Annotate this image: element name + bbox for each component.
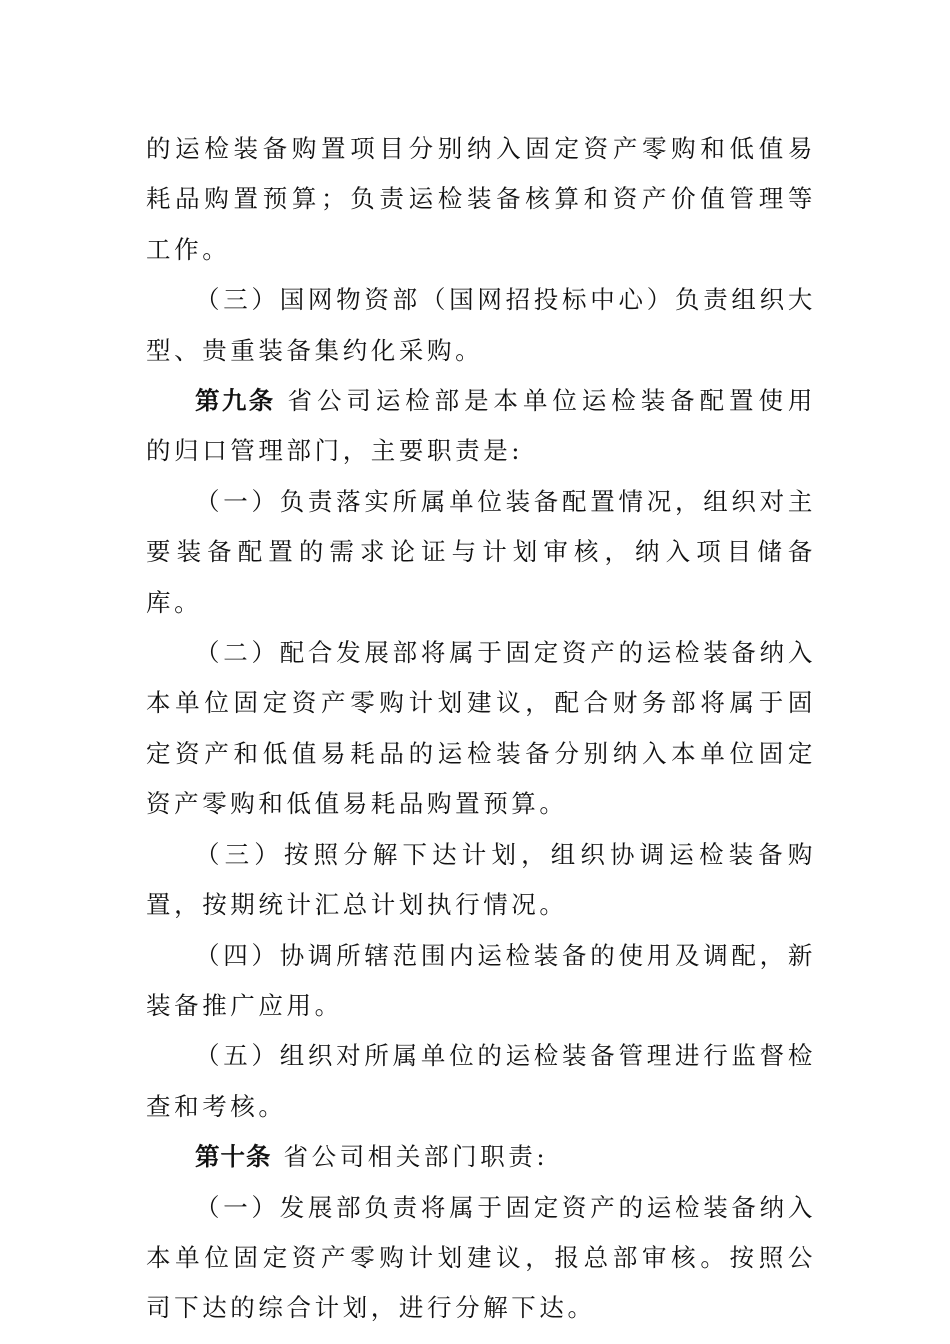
paragraph-text: （三）国网物资部（国网招投标中心）负责组织大型、贵重装备集约化采购。 — [146, 285, 816, 365]
paragraph-text: 的运检装备购置项目分别纳入固定资产零购和低值易耗品购置预算；负责运检装备核算和资产价值管理等工作。 — [146, 134, 816, 264]
paragraph-text: 省公司相关部门职责: — [283, 1142, 549, 1172]
article-heading: 第九条 — [195, 386, 276, 416]
paragraph-text: （二）配合发展部将属于固定资产的运检装备纳入本单位固定资产零购计划建议，配合财务部将属于固定资产和低值易耗品的运检装备分别纳入本单位固定资产零购和低值易耗品购置预算。 — [146, 638, 816, 819]
paragraph-text: （五）组织对所属单位的运检装备管理进行监督检查和考核。 — [146, 1041, 816, 1121]
paragraph — [146, 124, 816, 275]
paragraph-text: 省公司运检部是本单位运检装备配置使用的归口管理部门，主要职责是: — [146, 386, 816, 466]
paragraph — [146, 1183, 816, 1334]
paragraph — [146, 628, 816, 830]
article-heading: 第十条 — [195, 1142, 272, 1172]
paragraph-text: （一）发展部负责将属于固定资产的运检装备纳入本单位固定资产零购计划建议，报总部审核。按照公司下达的综合计划，进行分解下达。 — [146, 1192, 816, 1323]
paragraph-text: （一）负责落实所属单位装备配置情况，组织对主要装备配置的需求论证与计划审核，纳入项目储备库。 — [146, 486, 816, 617]
article-paragraph — [146, 376, 816, 477]
paragraph-text: （四）协调所辖范围内运检装备的使用及调配，新装备推广应用。 — [146, 940, 816, 1020]
paragraph — [146, 275, 816, 376]
paragraph — [146, 477, 816, 628]
paragraph — [146, 931, 816, 1032]
paragraph — [146, 1031, 816, 1132]
paragraph — [146, 830, 816, 931]
document-body — [146, 124, 816, 1334]
article-paragraph — [146, 1132, 816, 1182]
paragraph-text: （三）按照分解下达计划，组织协调运检装备购置，按期统计汇总计划执行情况。 — [146, 839, 816, 920]
